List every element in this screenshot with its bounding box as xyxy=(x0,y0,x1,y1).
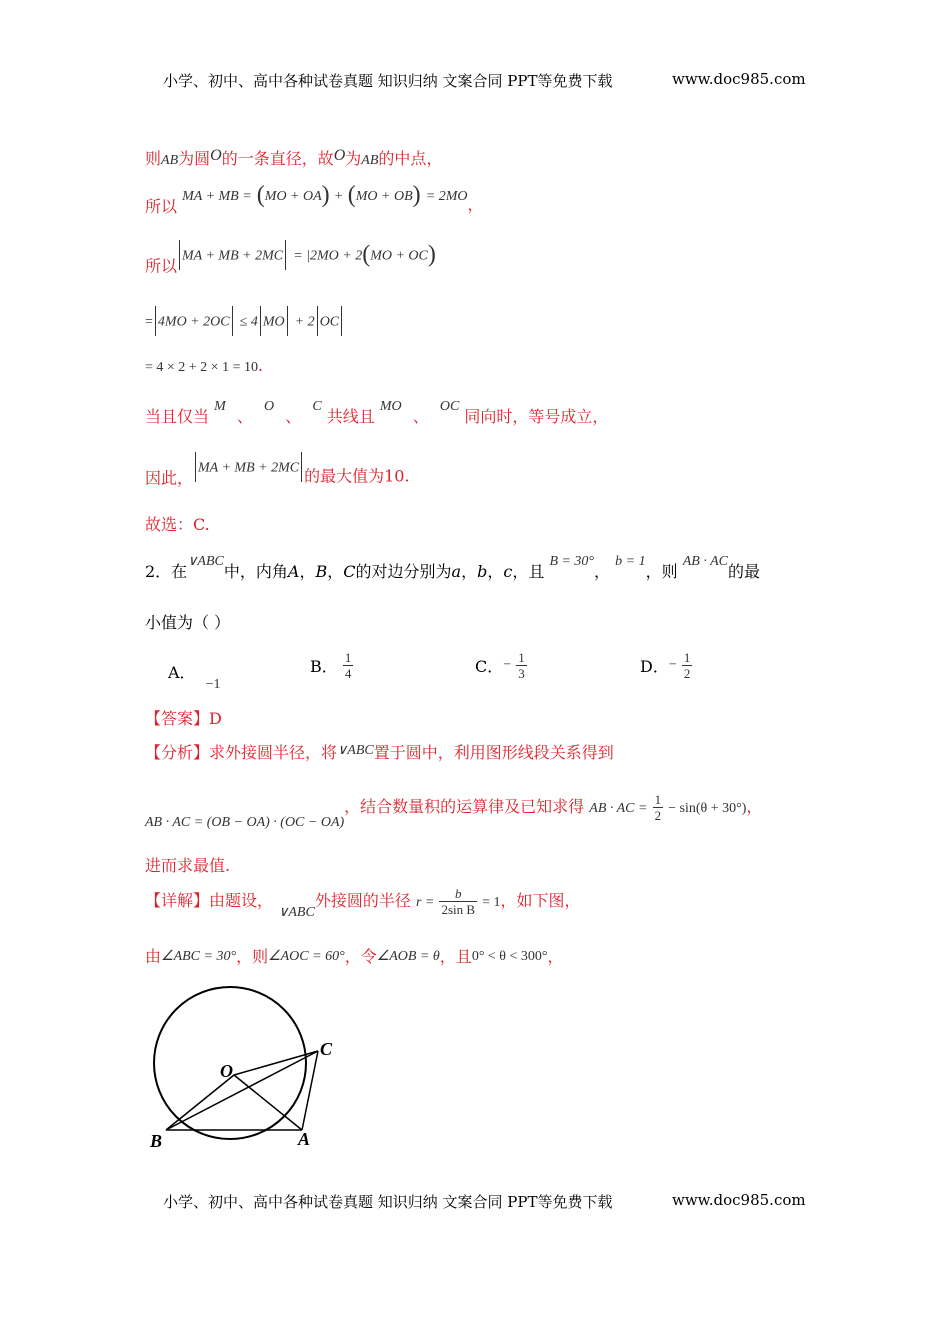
segment-oa xyxy=(234,1075,302,1130)
solution-line-1: 则AB为圆O的一条直径，故O为AB的中点， xyxy=(145,147,443,168)
segment-ac xyxy=(302,1051,318,1130)
analysis-line-1: 【分析】求外接圆半径，将∨ABC置于圆中，利用图形线段关系得到 xyxy=(145,743,614,762)
footer-text: 小学、初中、高中各种试卷真题 知识归纳 文案合同 PPT等免费下载 xyxy=(163,1193,613,1211)
option-c[interactable]: C．− $\frac{1}{3}$ xyxy=(475,650,525,681)
geometry-figure xyxy=(140,985,350,1155)
analysis-line-3: 进而求最值. xyxy=(145,856,231,875)
question-2-line-1: 2．在∨ABC中，内角A，B，C的对边分别为a，b，c，且 B = 30°， b = 1，则 AB · AC的最 xyxy=(145,554,760,581)
label-a: A xyxy=(298,1129,311,1149)
solution-line-5: = 4 × 2 + 2 × 1 = 10. xyxy=(145,356,264,375)
detail-line-1: 【详解】由题设， ∨ABC外接圆的半径 r = $\frac{b}{\text{2sin B}}$ = 1，如下图， xyxy=(145,886,581,920)
solution-line-4: = 4MO + 2OC ≤ 4 MO + 2 OC xyxy=(145,306,344,336)
footer-url[interactable]: www.doc985.com xyxy=(672,1191,806,1209)
solution-line-3: 所以MA + MB + 2MC = |2MO + 2(MO + OC) xyxy=(145,241,436,276)
answer-line: 【答案】D xyxy=(145,709,222,728)
solution-line-2: 所以 MA + MB = (MO + OA) + (MO + OB) = 2MO， xyxy=(145,182,484,216)
label-b: B xyxy=(150,1131,163,1151)
solution-line-7: 因此，MA + MB + 2MC 的最大值为10. xyxy=(145,452,410,489)
option-a[interactable]: A．−1 xyxy=(168,663,221,692)
header-url[interactable]: www.doc985.com xyxy=(672,70,806,88)
header-text: 小学、初中、高中各种试卷真题 知识归纳 文案合同 PPT等免费下载 xyxy=(163,72,613,90)
label-c: C xyxy=(320,1039,333,1059)
question-2-line-2: 小值为（ ） xyxy=(145,613,231,632)
segment-bc xyxy=(166,1051,318,1130)
solution-line-8: 故选：C. xyxy=(145,515,210,534)
segment-bo xyxy=(166,1075,234,1130)
solution-line-6: 当且仅当 M 、 O 、 C 共线且 MO 、 OC 同向时，等号成立， xyxy=(145,399,609,426)
analysis-line-2: AB · AC = (OB − OA) · (OC − OA)，结合数量积的运算律及已知求得 AB · AC = $\frac{1}{2}$ − sin(θ + 30°)， xyxy=(145,792,763,830)
option-d[interactable]: D．− $\frac{1}{2}$ xyxy=(640,650,691,681)
label-o: O xyxy=(220,1061,233,1081)
option-b[interactable]: B． $\frac{1}{4}$ xyxy=(310,650,352,681)
detail-line-2: 由∠ABC = 30°，则∠AOC = 60°，令∠AOB = θ，且0° < θ < 300°， xyxy=(145,947,564,966)
